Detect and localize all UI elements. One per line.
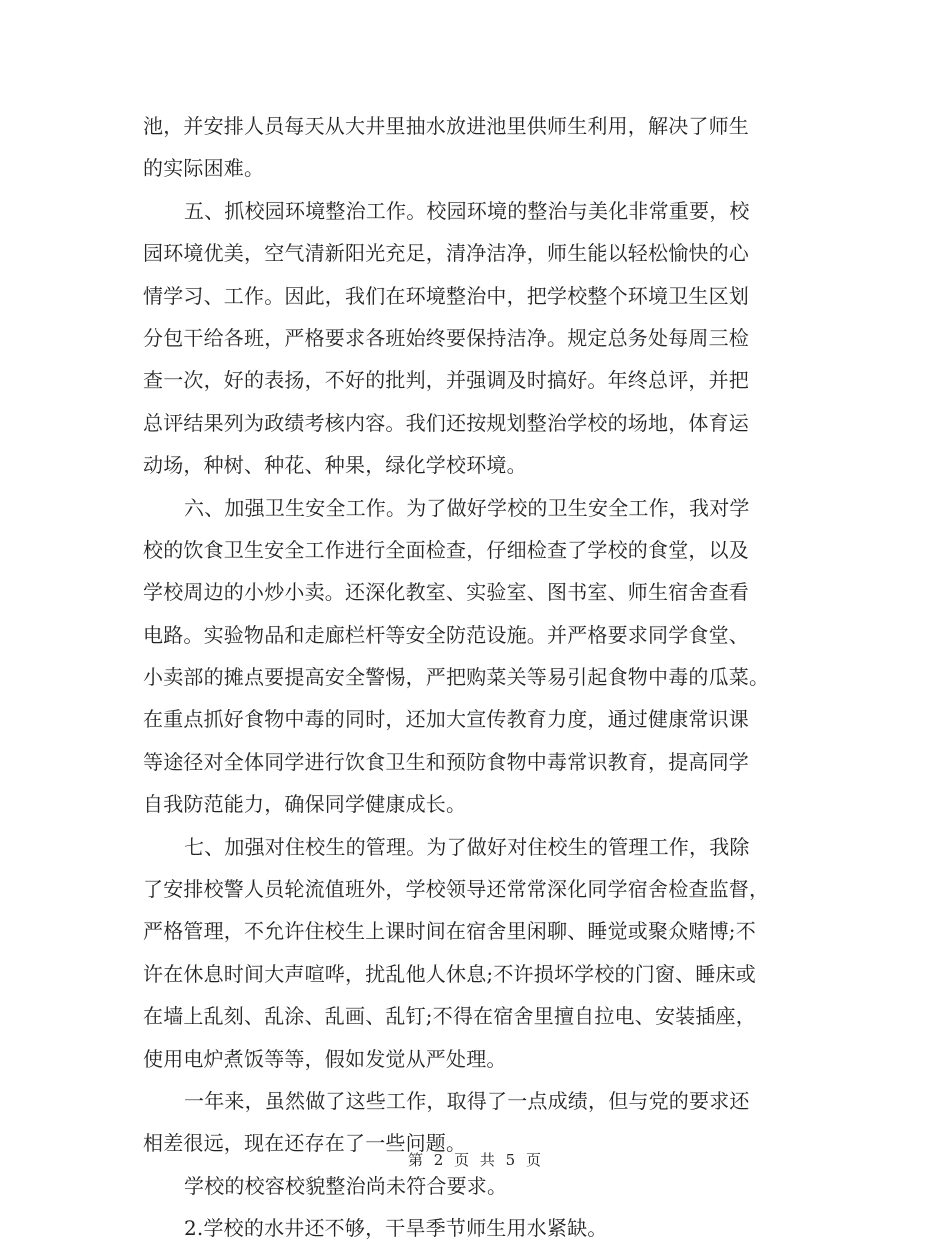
text-line: 情学习、工作。因此，我们在环境整治中，把学校整个环境卫生区划 — [143, 283, 749, 308]
text-line: 在墙上乱刻、乱涂、乱画、乱钉;不得在宿舍里擅自拉电、安装插座， — [143, 1004, 756, 1029]
paragraph-section-five — [143, 190, 808, 487]
text-line: 校的饮食卫生安全工作进行全面检查，仔细检查了学校的食堂，以及 — [143, 537, 749, 562]
paragraph-section-seven — [143, 826, 808, 1080]
text-line: 小卖部的摊点要提高安全警惕，严把购菜关等易引起食物中毒的瓜菜。 — [143, 665, 770, 690]
text-line: 学校的校容校貌整治尚未符合要求。 — [184, 1173, 508, 1198]
text-line: 六、加强卫生安全工作。为了做好学校的卫生安全工作，我对学 — [184, 495, 750, 520]
paragraph-problem-one — [143, 1165, 808, 1207]
text-line: 园环境优美，空气清新阳光充足，清净洁净，师生能以轻松愉快的心 — [143, 241, 749, 266]
text-line: 分包干给各班，严格要求各班始终要保持洁净。规定总务处每周三检 — [143, 325, 749, 350]
text-line: 池，并安排人员每天从大井里抽水放进池里供师生利用，解决了师生 — [143, 114, 749, 138]
text-line: 五、抓校园环境整治工作。校园环境的整治与美化非常重要，校 — [184, 198, 750, 223]
text-line: 七、加强对住校生的管理。为了做好对住校生的管理工作，我除 — [184, 834, 750, 859]
text-line: 电路。实验物品和走廊栏杆等安全防范设施。并严格要求同学食堂、 — [143, 622, 749, 647]
text-line: 相差很远，现在还存在了一些问题。 — [143, 1131, 467, 1156]
text-line: 查一次，好的表扬，不好的批判，并强调及时搞好。年终总评，并把 — [143, 368, 749, 393]
text-line: 了安排校警人员轮流值班外，学校领导还常常深化同学宿舍检查监督， — [143, 877, 770, 902]
paragraph-water-supply — [143, 105, 808, 190]
text-line: 学校周边的小炒小卖。还深化教室、实验室、图书室、师生宿舍查看 — [143, 580, 749, 605]
text-line: 自我防范能力，确保同学健康成长。 — [143, 792, 467, 817]
text-line: 使用电炉煮饭等等，假如发觉从严处理。 — [143, 1046, 507, 1071]
text-line: 一年来，虽然做了这些工作，取得了一点成绩，但与党的要求还 — [184, 1088, 750, 1113]
text-line: 动场，种树、种花、种果，绿化学校环境。 — [143, 453, 527, 478]
text-line: 的实际困难。 — [143, 156, 265, 181]
text-line: 许在休息时间大声喧哗，扰乱他人休息;不许损坏学校的门窗、睡床或 — [143, 961, 756, 986]
page-number-footer: 第 2 页 共 5 页 — [408, 1151, 542, 1169]
text-line: 总评结果列为政绩考核内容。我们还按规划整治学校的场地，体育运 — [143, 410, 749, 435]
text-line: 等途径对全体同学进行饮食卫生和预防食物中毒常识教育，提高同学 — [143, 749, 749, 774]
paragraph-section-six — [143, 487, 808, 826]
text-line: 2.学校的水井还不够，干旱季节师生用水紧缺。 — [184, 1216, 608, 1241]
document-body — [143, 105, 808, 1250]
text-line: 在重点抓好食物中毒的同时，还加大宣传教育力度，通过健康常识课 — [143, 707, 749, 732]
paragraph-problem-two — [143, 1207, 808, 1249]
text-line: 严格管理，不允许住校生上课时间在宿舍里闲聊、睡觉或聚众赌博;不 — [143, 919, 756, 944]
